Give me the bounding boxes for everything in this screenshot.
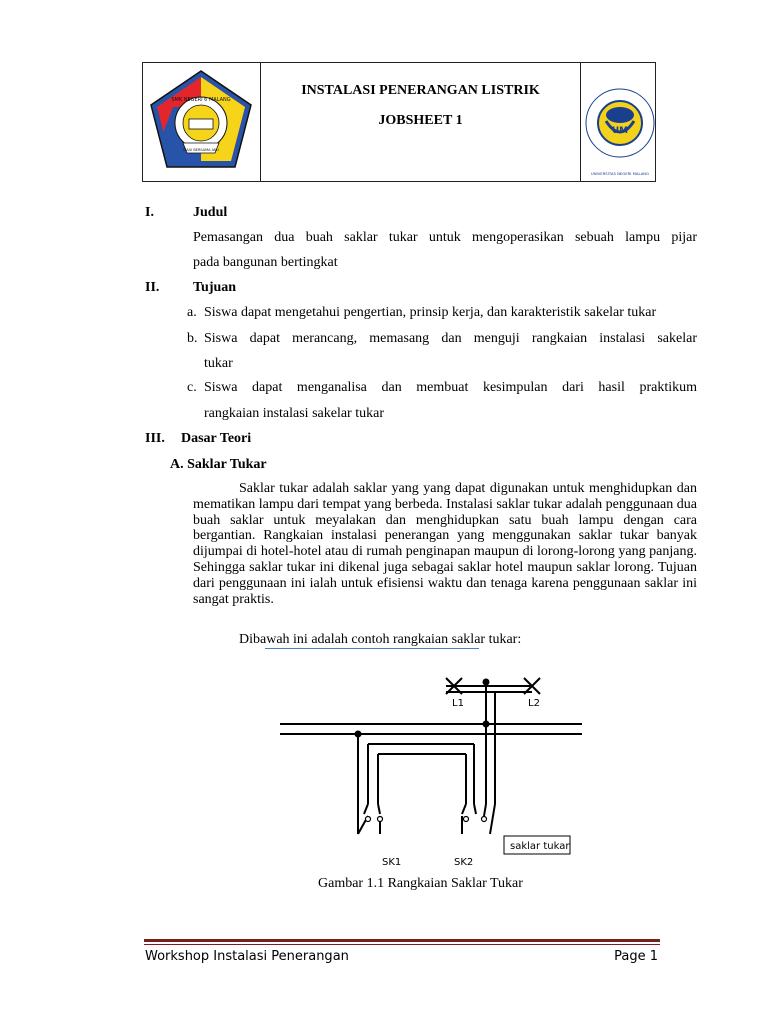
figure-caption: Gambar 1.1 Rangkaian Saklar Tukar [318, 876, 523, 891]
svg-text:UNIVERSITAS NEGERI MALANG: UNIVERSITAS NEGERI MALANG [590, 171, 650, 176]
um-logo [583, 63, 657, 181]
objective-a-label: a. [187, 305, 197, 320]
objective-c-line2: rangkaian instalasi sakelar tukar [204, 406, 384, 421]
label-l1: L1 [452, 698, 464, 709]
label-sk1: SK1 [382, 857, 402, 868]
header-box [142, 62, 656, 182]
objective-a: Siswa dapat mengetahui pengertian, prinsip kerja, dan karakteristik sakelar tukar [204, 305, 657, 320]
figure-intro: Dibawah ini adalah contoh rangkaian saklar tukar: [239, 632, 522, 647]
section-2-number: II. [145, 280, 160, 295]
document-subtitle: JOBSHEET 1 [378, 113, 463, 128]
circuit-svg [270, 664, 600, 874]
theory-paragraph [193, 481, 697, 607]
section-2-title: Tujuan [193, 280, 237, 295]
circuit-diagram [270, 664, 600, 874]
footer-rule [144, 939, 660, 942]
school-logo [143, 63, 259, 181]
grammar-underline [265, 648, 479, 649]
section-3-title: Dasar Teori [181, 431, 252, 446]
footer-title: Workshop Instalasi Penerangan [145, 949, 349, 964]
section-1-title: Judul [193, 205, 228, 220]
section-1-text-line1: Pemasangan dua buah saklar tukar untuk mengoperasikan sebuah lampu pijar [193, 230, 697, 245]
svg-text:MAJU BERSAMA AKU: MAJU BERSAMA AKU [183, 148, 219, 152]
footer-rule-thin [144, 944, 660, 945]
label-sk2: SK2 [454, 857, 474, 868]
label-l2: L2 [528, 698, 540, 709]
objective-c-label: c. [187, 380, 197, 395]
objective-b-label: b. [187, 331, 198, 346]
title-cell [261, 63, 581, 181]
svg-text:UM: UM [611, 126, 629, 136]
svg-text:SMK NEGERI 6 MALANG: SMK NEGERI 6 MALANG [171, 97, 231, 103]
theory-paragraph-text: Saklar tukar adalah saklar yang yang dapat digunakan untuk menghidupkan dan mematikan lampu dari tempat yang berbeda. Instalasi saklar tukar adalah penggunaan dua buah saklar untuk meyalakan dan menghidupkan satu buah lampu dengan cara bergantian. Rangkaian instalasi penerangan yang menggunakan saklar tukar banyak dijumpai di hotel-hotel atau di rumah penginapan maupun di lorong-lorong yang panjang. Sehingga saklar tukar ini dikenal juga sebagai saklar hotel maupun saklar lorong. Tujuan dari penggunaan ini ialah untuk efisiensi waktu dan tenaga karena penggunaan saklar ini sangat praktis. [193, 481, 697, 607]
objective-c-line1: Siswa dapat menganalisa dan membuat kesimpulan dari hasil praktikum [204, 380, 697, 395]
document-title: INSTALASI PENERANGAN LISTRIK [301, 83, 540, 98]
school-logo-cell [143, 63, 261, 181]
callout-label: saklar tukar [510, 841, 570, 852]
page-number: Page 1 [614, 949, 658, 964]
section-1-text-line2: pada bangunan bertingkat [193, 255, 338, 270]
section-1-number: I. [145, 205, 154, 220]
objective-b-line2: tukar [204, 356, 233, 371]
objective-b-line1: Siswa dapat merancang, memasang dan menguji rangkaian instalasi sakelar [204, 331, 697, 346]
um-logo-cell [581, 63, 655, 181]
subsection-a-title: A. Saklar Tukar [170, 457, 267, 472]
section-3-number: III. [145, 431, 165, 446]
